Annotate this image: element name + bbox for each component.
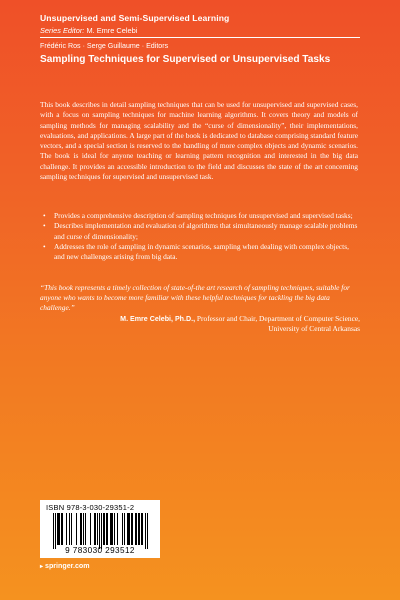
- barcode-bar: [114, 513, 115, 545]
- barcode-bar: [135, 513, 136, 545]
- barcode-bar: [142, 513, 143, 545]
- barcode-bar: [69, 513, 70, 545]
- barcode-bar: [107, 513, 108, 545]
- book-editors-suffix: Editors: [146, 42, 169, 50]
- barcode-bar: [62, 513, 63, 545]
- barcode-bar: [111, 513, 112, 545]
- barcode-digits: 9 783030 293512: [65, 546, 135, 555]
- barcode-bar: [59, 513, 60, 545]
- series-title: Unsupervised and Semi-Supervised Learning: [40, 13, 230, 23]
- book-editors-names: Frédéric Ros · Serge Guillaume: [40, 42, 140, 50]
- barcode-bar: [80, 513, 81, 545]
- bullet-icon: •: [43, 241, 46, 251]
- barcode-bar: [138, 513, 139, 545]
- book-editors: Frédéric Ros · Serge Guillaume · Editors: [40, 42, 169, 50]
- feature-item: [40, 221, 358, 242]
- publisher-website-text: springer.com: [45, 562, 90, 570]
- barcode-bar: [55, 513, 56, 549]
- barcode-bar: [83, 513, 84, 545]
- barcode-bar: [132, 513, 133, 545]
- bullet-icon: •: [43, 211, 46, 220]
- barcode-box: [40, 500, 160, 558]
- reviewer-affiliation: Professor and Chair, Department of Computer Science, University of Central Arkansas: [196, 314, 360, 334]
- barcode-bar: [110, 513, 111, 545]
- barcode-bar: [81, 513, 82, 545]
- book-title: Sampling Techniques for Supervised or Unsupervised Tasks: [40, 54, 331, 65]
- barcode-bar: [95, 513, 96, 545]
- barcode-bar: [103, 513, 104, 545]
- publisher-website[interactable]: [40, 562, 90, 570]
- barcode-bar: [53, 513, 54, 549]
- bullet-icon: •: [43, 221, 46, 231]
- barcode-bar: [145, 513, 146, 549]
- barcode-bar: [141, 513, 142, 545]
- series-editor: [40, 26, 137, 35]
- barcode-bar: [127, 513, 128, 545]
- barcode-bar: [61, 513, 62, 545]
- barcode-bar: [76, 513, 77, 545]
- barcode-bar: [71, 513, 72, 545]
- barcode-bar: [94, 513, 95, 545]
- barcode-bar: [58, 513, 59, 545]
- barcode-bar: [57, 513, 58, 545]
- barcode-bar: [101, 513, 102, 549]
- barcode-bar: [128, 513, 129, 545]
- feature-list: [40, 211, 358, 262]
- reviewer-name: M. Emre Celebi, Ph.D.,: [120, 315, 196, 323]
- barcode-bar: [97, 513, 98, 545]
- barcode-bar: [139, 513, 140, 545]
- review-quote: “This book represents a timely collection of state-of-the art research of sampling techniques, suitable for anyone who wants to become more familiar with these helpful techniques for tackling the big data challenge.”: [40, 283, 350, 313]
- arrow-right-icon: ▸: [40, 564, 44, 570]
- feature-item: [40, 242, 358, 263]
- barcode-bar: [147, 513, 148, 549]
- barcode-bar: [122, 513, 123, 545]
- barcode-bar: [104, 513, 105, 545]
- barcode-bar: [106, 513, 107, 545]
- barcode-bar: [112, 513, 113, 545]
- barcode-bar: [131, 513, 132, 545]
- barcode-bar: [129, 513, 130, 545]
- header-divider: [40, 37, 360, 38]
- series-editor-name: M. Emre Celebi: [86, 26, 138, 35]
- series-editor-label: Series Editor:: [40, 26, 85, 35]
- book-description: This book describes in detail sampling techniques that can be used for unsupervised and supervised cases, with a focus on sampling techniques for machine learning algorithms. It covers theory and models of sampling methods for managing scalability and the “curse of dimensionality”, their implementations, evaluations, and applications. A large part of the book is dedicated to database comprising standard feature vectors, and a special section is reserved to the handling of more complex objects and dynamic scenarios. The book is ideal for anyone teaching or learning pattern recognition and interested in the big data challenge. It provides an accessible introduction to the field and discusses the state of the art concerning sampling techniques for supervised and unsupervised task.: [40, 100, 358, 182]
- feature-text: Provides a comprehensive description of sampling techniques for unsupervised and supervised tasks;: [54, 211, 353, 220]
- isbn-label: ISBN 978-3-030-29351-2: [46, 503, 135, 512]
- barcode-bar: [66, 513, 67, 545]
- review-attribution: [90, 314, 360, 334]
- barcode-bar: [85, 513, 86, 545]
- barcode-bar: [124, 513, 125, 545]
- barcode-bar: [90, 513, 91, 545]
- barcode-bar: [136, 513, 137, 545]
- feature-item: [40, 211, 358, 221]
- feature-text: Describes implementation and evaluation of algorithms that simultaneously manage scalable problems and curse of dimensionality;: [54, 221, 358, 241]
- feature-text: Addresses the role of sampling in dynamic scenarios, sampling when dealing with complex objects, and new challenges arising from big data.: [54, 241, 349, 262]
- barcode-bar: [117, 513, 118, 545]
- barcode-bar: [99, 513, 100, 549]
